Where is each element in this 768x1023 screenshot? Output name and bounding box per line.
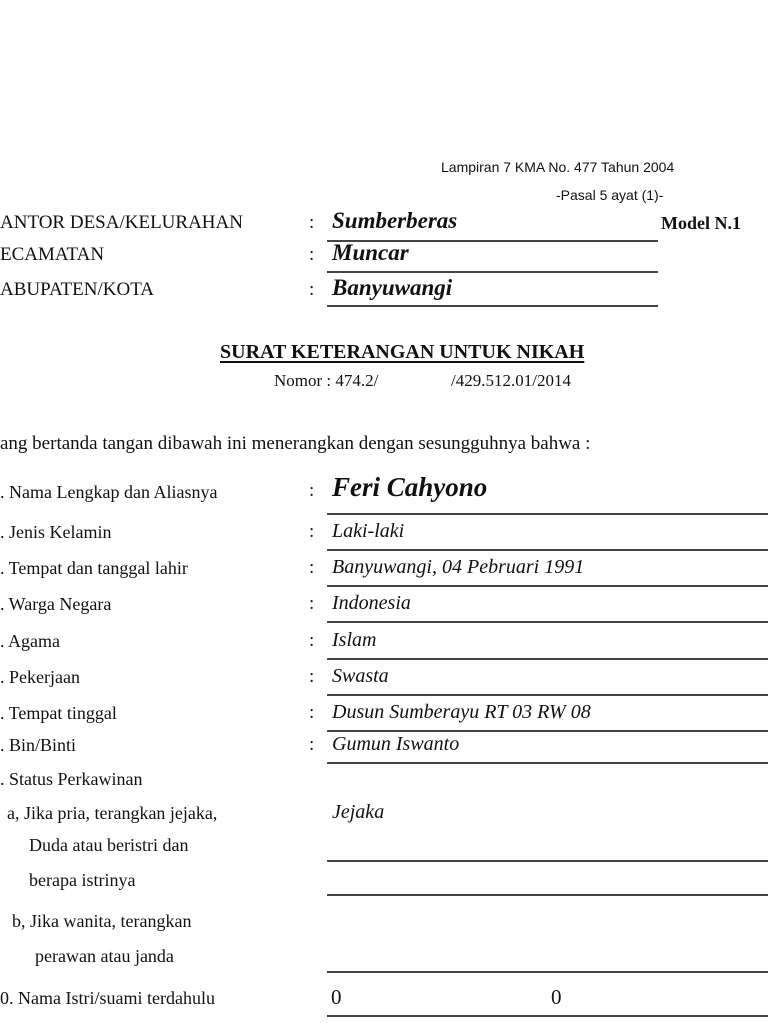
item-underline-bin-binti: [327, 762, 768, 764]
item-value-pekerjaan: Swasta: [332, 665, 389, 687]
item-value-tempat-tinggal: Dusun Sumberayu RT 03 RW 08: [332, 701, 591, 723]
item-colon-bin-binti: :: [309, 734, 315, 755]
item-value-agama: Islam: [332, 629, 377, 651]
previous-spouse-value-1: 0: [331, 985, 342, 1009]
header-label-desa: ANTOR DESA/KELURAHAN: [0, 212, 243, 233]
header-value-kecamatan: Muncar: [332, 240, 409, 265]
nomor-prefix: Nomor : 474.2/: [274, 371, 379, 390]
item-colon-pekerjaan: :: [309, 666, 315, 687]
item-underline-tempat-tinggal: [327, 730, 768, 732]
item-colon-warga-negara: :: [309, 593, 315, 614]
item-label-jenis-kelamin: . Jenis Kelamin: [0, 522, 112, 542]
item-underline-jenis-kelamin: [327, 549, 768, 551]
item-value-nama: Feri Cahyono: [332, 472, 488, 502]
item-underline-agama: [327, 658, 768, 660]
item-colon-ttl: :: [309, 557, 315, 578]
previous-spouse-value-2: 0: [551, 985, 562, 1009]
lampiran-line-1: Lampiran 7 KMA No. 477 Tahun 2004: [441, 159, 675, 175]
header-value-kabupaten: Banyuwangi: [332, 275, 453, 300]
header-label-kabupaten: ABUPATEN/KOTA: [0, 279, 155, 300]
header-colon-kabupaten: :: [309, 279, 315, 300]
status-a-underline-1: [327, 860, 768, 862]
item-value-jenis-kelamin: Laki-laki: [332, 520, 405, 542]
item-label-agama: . Agama: [0, 631, 60, 651]
item-label-tempat-tinggal: . Tempat tinggal: [0, 703, 117, 723]
item-colon-jenis-kelamin: :: [309, 521, 315, 542]
header-colon-desa: :: [309, 212, 315, 233]
status-b-line-2: perawan atau janda: [35, 946, 174, 966]
status-a-underline-2: [327, 894, 768, 896]
item-label-bin-binti: . Bin/Binti: [0, 735, 77, 755]
intro-text: ang bertanda tangan dibawah ini menerangkan dengan sesungguhnya bahwa :: [0, 433, 591, 454]
item-colon-agama: :: [309, 630, 315, 651]
header-underline-kabupaten: [327, 305, 658, 307]
item-label-nama: . Nama Lengkap dan Aliasnya: [0, 482, 218, 502]
item-underline-pekerjaan: [327, 694, 768, 696]
status-a-line-1: a, Jika pria, terangkan jejaka,: [7, 803, 218, 823]
item-value-ttl: Banyuwangi, 04 Pebruari 1991: [332, 556, 585, 578]
status-a-value: Jejaka: [332, 801, 385, 823]
item-value-bin-binti: Gumun Iswanto: [332, 733, 460, 755]
item-underline-nama: [327, 513, 768, 515]
header-value-desa: Sumberberas: [332, 208, 458, 233]
status-a-line-2: Duda atau beristri dan: [29, 835, 189, 855]
document-title: SURAT KETERANGAN UNTUK NIKAH: [220, 341, 585, 363]
previous-spouse-underline: [327, 1015, 768, 1017]
item-label-ttl: . Tempat dan tanggal lahir: [0, 558, 188, 578]
item-underline-warga-negara: [327, 621, 768, 623]
header-colon-kecamatan: :: [309, 244, 315, 265]
status-a-line-3: berapa istrinya: [29, 870, 136, 890]
item-label-pekerjaan: . Pekerjaan: [0, 667, 80, 687]
header-underline-kecamatan: [327, 271, 658, 273]
item-value-warga-negara: Indonesia: [332, 592, 411, 614]
item-label-warga-negara: . Warga Negara: [0, 594, 112, 614]
item-colon-nama: :: [309, 480, 315, 501]
model-label: Model N.1: [661, 213, 741, 233]
nomor-suffix: /429.512.01/2014: [451, 371, 571, 390]
item-underline-ttl: [327, 585, 768, 587]
previous-spouse-label: 0. Nama Istri/suami terdahulu: [0, 988, 215, 1008]
lampiran-line-2: -Pasal 5 ayat (1)-: [556, 187, 664, 203]
status-label: . Status Perkawinan: [0, 769, 143, 789]
status-b-line-1: b, Jika wanita, terangkan: [12, 911, 192, 931]
header-label-kecamatan: ECAMATAN: [0, 244, 105, 265]
item-colon-tempat-tinggal: :: [309, 702, 315, 723]
status-b-underline: [327, 971, 768, 973]
